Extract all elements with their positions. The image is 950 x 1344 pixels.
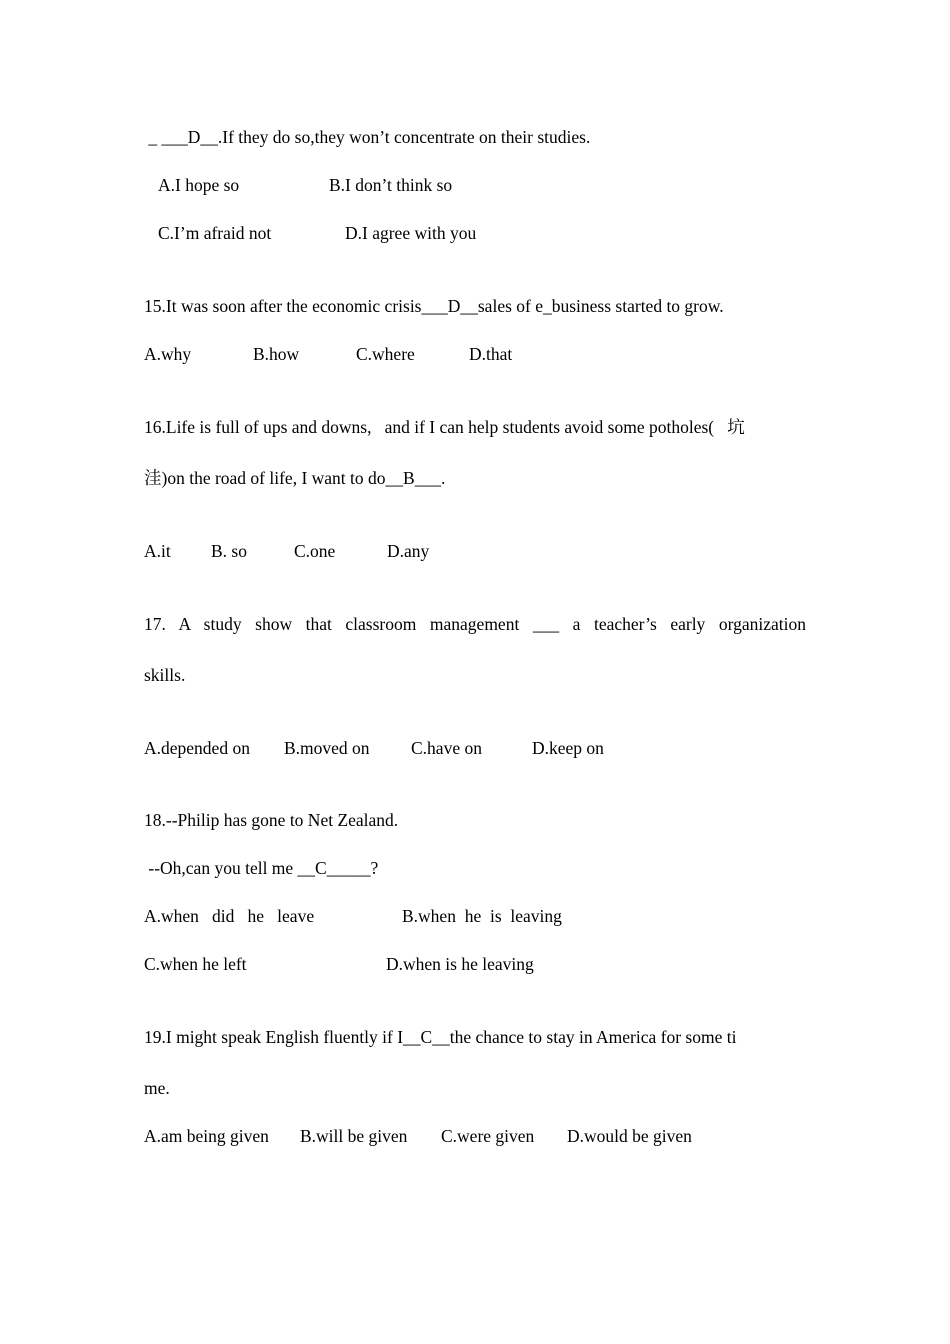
q18-option-b: B.when he is leaving bbox=[402, 906, 562, 926]
q14-option-b: B.I don’t think so bbox=[329, 175, 453, 195]
q14-option-a: A.I hope so bbox=[158, 175, 240, 195]
q18-option-c: C.when he left bbox=[144, 954, 247, 974]
q15-option-d: D.that bbox=[469, 344, 513, 364]
q19-option-a: A.am being given bbox=[144, 1126, 269, 1146]
q18-dialog-line2: --Oh,can you tell me __C_____? bbox=[144, 858, 379, 878]
q17-option-d: D.keep on bbox=[532, 738, 604, 758]
q16-stem-line2: 洼)on the road of life, I want to do__B___. bbox=[144, 468, 446, 488]
q18-dialog-line1: 18.--Philip has gone to Net Zealand. bbox=[144, 810, 399, 830]
q19-option-d: D.would be given bbox=[567, 1126, 692, 1146]
q16-option-c: C.one bbox=[294, 541, 336, 561]
q14-stem: _ ___D__.If they do so,they won’t concentrate on their studies. bbox=[144, 127, 591, 147]
q15-option-a: A.why bbox=[144, 344, 192, 364]
q17-option-b: B.moved on bbox=[284, 738, 370, 758]
q17-stem-line2: skills. bbox=[144, 665, 186, 685]
q17-option-c: C.have on bbox=[411, 738, 482, 758]
q14-option-d: D.I agree with you bbox=[345, 223, 477, 243]
q17-stem-line1: 17. A study show that classroom management ___ a teacher’s early organization bbox=[144, 614, 806, 634]
q17-option-a: A.depended on bbox=[144, 738, 250, 758]
q16-option-b: B. so bbox=[211, 541, 247, 561]
q15-option-c: C.where bbox=[356, 344, 415, 364]
q19-stem-line1: 19.I might speak English fluently if I__C__the chance to stay in America for some ti bbox=[144, 1027, 737, 1047]
q18-option-a: A.when did he leave bbox=[144, 906, 315, 926]
q15-option-b: B.how bbox=[253, 344, 300, 364]
q15-stem: 15.It was soon after the economic crisis___D__sales of e_business started to grow. bbox=[144, 296, 724, 316]
q14-option-c: C.I’m afraid not bbox=[158, 223, 272, 243]
q16-stem-line1: 16.Life is full of ups and downs, and if I can help students avoid some potholes( 坑 bbox=[144, 417, 745, 437]
q19-option-c: C.were given bbox=[441, 1126, 535, 1146]
q16-option-d: D.any bbox=[387, 541, 430, 561]
q16-option-a: A.it bbox=[144, 541, 171, 561]
q19-stem-line2: me. bbox=[144, 1078, 170, 1098]
q18-option-d: D.when is he leaving bbox=[386, 954, 534, 974]
q19-option-b: B.will be given bbox=[300, 1126, 408, 1146]
